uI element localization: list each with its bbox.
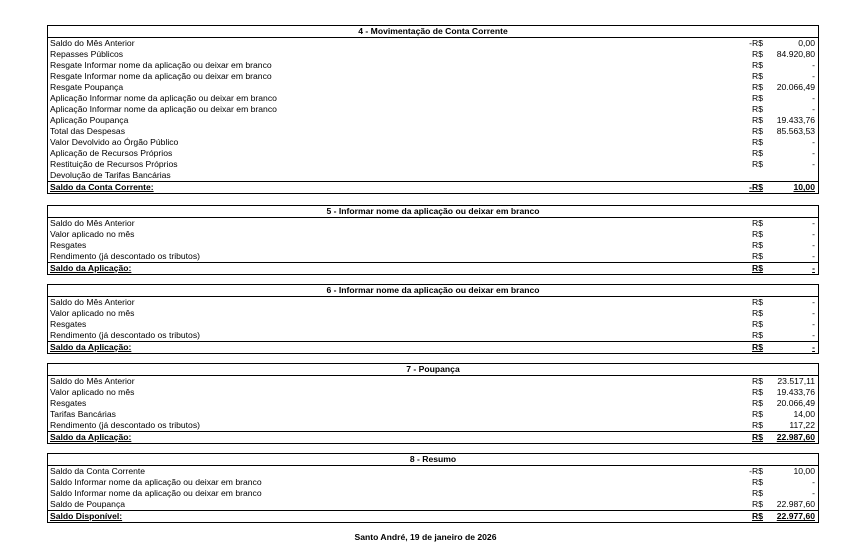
row-label: Resgate Informar nome da aplicação ou deixar em branco [50, 71, 272, 81]
total-value: 22.977,60 [776, 511, 815, 521]
row-value: - [812, 104, 815, 114]
row-currency: R$ [752, 240, 763, 250]
row-currency: R$ [752, 93, 763, 103]
row-value: - [812, 218, 815, 228]
row-label: Valor aplicado no mês [50, 229, 135, 239]
row-currency: R$ [752, 148, 763, 158]
row-currency: R$ [752, 251, 763, 261]
row-value: - [812, 71, 815, 81]
row-label: Resgates [50, 240, 87, 250]
total-currency: R$ [752, 432, 763, 442]
row-label: Valor aplicado no mês [50, 308, 135, 318]
row-value: 84.920,80 [776, 49, 815, 59]
row-label: Valor aplicado no mês [50, 387, 135, 397]
row-value: 10,00 [793, 466, 815, 476]
total-value: 22.987,60 [776, 432, 815, 442]
row-value: - [812, 251, 815, 261]
section-aplicacao-5 [47, 205, 819, 275]
table-row [48, 126, 818, 137]
row-currency: R$ [752, 115, 763, 125]
row-label: Saldo da Conta Corrente [50, 466, 146, 476]
row-currency: R$ [752, 319, 763, 329]
table-row [48, 319, 818, 330]
table-row [48, 240, 818, 251]
row-currency: R$ [752, 420, 763, 430]
row-value: 20.066,49 [776, 398, 815, 408]
table-row [48, 218, 818, 229]
total-row [48, 341, 818, 353]
table-row [48, 104, 818, 115]
row-label: Saldo do Mês Anterior [50, 376, 135, 386]
row-currency: -R$ [749, 38, 763, 48]
row-value: - [812, 308, 815, 318]
row-currency: R$ [752, 49, 763, 59]
total-label: Saldo da Aplicação: [50, 342, 132, 352]
row-value: 0,00 [798, 38, 815, 48]
total-currency: R$ [752, 342, 763, 352]
row-label: Rendimento (já descontado os tributos) [50, 251, 200, 261]
table-row [48, 251, 818, 262]
table-row [48, 148, 818, 159]
section-title: 4 - Movimentação de Conta Corrente [48, 26, 818, 38]
table-row [48, 477, 818, 488]
row-label: Total das Despesas [50, 126, 125, 136]
row-value: 19.433,76 [776, 387, 815, 397]
row-value: 85.563,53 [776, 126, 815, 136]
row-currency: R$ [752, 409, 763, 419]
row-currency: R$ [752, 218, 763, 228]
row-currency: R$ [752, 376, 763, 386]
section-poupanca [47, 363, 819, 444]
row-value: - [812, 330, 815, 340]
row-value: - [812, 297, 815, 307]
row-value: - [812, 477, 815, 487]
row-value: - [812, 137, 815, 147]
section-aplicacao-6 [47, 284, 819, 354]
table-row [48, 115, 818, 126]
section-title: 6 - Informar nome da aplicação ou deixar em branco [48, 285, 818, 297]
row-value: 22.987,60 [776, 499, 815, 509]
row-currency: R$ [752, 82, 763, 92]
table-row [48, 308, 818, 319]
row-label: Resgate Informar nome da aplicação ou deixar em branco [50, 60, 272, 70]
section-resumo [47, 453, 819, 523]
row-value: - [812, 488, 815, 498]
total-label: Saldo da Aplicação: [50, 263, 132, 273]
row-value: 14,00 [793, 409, 815, 419]
total-value: - [812, 263, 815, 273]
row-label: Resgates [50, 398, 87, 408]
total-currency: R$ [752, 511, 763, 521]
total-label: Saldo da Aplicação: [50, 432, 132, 442]
row-label: Devolução de Tarifas Bancárias [50, 170, 171, 180]
row-currency: R$ [752, 499, 763, 509]
row-value: 20.066,49 [776, 82, 815, 92]
table-row [48, 170, 818, 181]
table-row [48, 466, 818, 477]
row-currency: R$ [752, 308, 763, 318]
row-label: Aplicação Informar nome da aplicação ou deixar em branco [50, 104, 277, 114]
row-value: 117,22 [789, 420, 815, 430]
row-value: - [812, 229, 815, 239]
row-value: - [812, 148, 815, 158]
table-row [48, 499, 818, 510]
row-label: Restituição de Recursos Próprios [50, 159, 178, 169]
table-row [48, 297, 818, 308]
row-label: Aplicação de Recursos Próprios [50, 148, 173, 158]
row-currency: R$ [752, 297, 763, 307]
row-label: Saldo Informar nome da aplicação ou deixar em branco [50, 488, 262, 498]
section-title: 5 - Informar nome da aplicação ou deixar em branco [48, 206, 818, 218]
table-row [48, 229, 818, 240]
total-currency: R$ [752, 263, 763, 273]
table-row [48, 420, 818, 431]
row-label: Saldo do Mês Anterior [50, 218, 135, 228]
total-label: Saldo Disponível: [50, 511, 123, 521]
row-label: Saldo do Mês Anterior [50, 297, 135, 307]
section-movimentacao-conta-corrente [47, 25, 819, 194]
table-row [48, 71, 818, 82]
table-row [48, 409, 818, 420]
row-currency: R$ [752, 387, 763, 397]
row-label: Rendimento (já descontado os tributos) [50, 330, 200, 340]
row-value: 19.433,76 [776, 115, 815, 125]
row-currency: R$ [752, 126, 763, 136]
table-row [48, 387, 818, 398]
row-label: Saldo Informar nome da aplicação ou deixar em branco [50, 477, 262, 487]
total-row [48, 431, 818, 443]
row-label: Rendimento (já descontado os tributos) [50, 420, 200, 430]
total-value: 10,00 [793, 182, 815, 192]
section-title: 7 - Poupança [48, 364, 818, 376]
row-label: Resgate Poupança [50, 82, 124, 92]
table-row [48, 38, 818, 49]
table-row [48, 398, 818, 409]
total-row [48, 262, 818, 274]
table-row [48, 488, 818, 499]
total-row [48, 181, 818, 193]
row-value: - [812, 93, 815, 103]
table-row [48, 49, 818, 60]
row-currency: R$ [752, 229, 763, 239]
row-currency: R$ [752, 71, 763, 81]
row-currency: R$ [752, 330, 763, 340]
row-value: 23.517,11 [777, 376, 815, 386]
row-value: - [812, 159, 815, 169]
row-currency: R$ [752, 477, 763, 487]
total-currency: -R$ [749, 182, 763, 192]
table-row [48, 376, 818, 387]
row-currency: R$ [752, 159, 763, 169]
section-title: 8 - Resumo [48, 454, 818, 466]
row-currency: R$ [752, 60, 763, 70]
row-label: Valor Devolvido ao Órgão Público [50, 137, 179, 147]
table-row [48, 137, 818, 148]
row-label: Repasses Públicos [50, 49, 124, 59]
total-value: - [812, 342, 815, 352]
row-label: Saldo do Mês Anterior [50, 38, 135, 48]
total-row [48, 510, 818, 522]
table-row [48, 60, 818, 71]
row-label: Saldo de Poupança [50, 499, 126, 509]
table-row [48, 330, 818, 341]
row-currency: R$ [752, 137, 763, 147]
total-label: Saldo da Conta Corrente: [50, 182, 154, 192]
footer-date-location: Santo André, 19 de janeiro de 2026 [354, 532, 497, 542]
table-row [48, 82, 818, 93]
row-value: - [812, 240, 815, 250]
row-currency: -R$ [749, 466, 763, 476]
row-value: - [812, 319, 815, 329]
table-row [48, 93, 818, 104]
row-value: - [812, 60, 815, 70]
row-label: Resgates [50, 319, 87, 329]
row-label: Aplicação Poupança [50, 115, 129, 125]
row-currency: R$ [752, 488, 763, 498]
row-currency: R$ [752, 398, 763, 408]
row-label: Tarifas Bancárias [50, 409, 116, 419]
row-label: Aplicação Informar nome da aplicação ou deixar em branco [50, 93, 277, 103]
row-currency: R$ [752, 104, 763, 114]
table-row [48, 159, 818, 170]
